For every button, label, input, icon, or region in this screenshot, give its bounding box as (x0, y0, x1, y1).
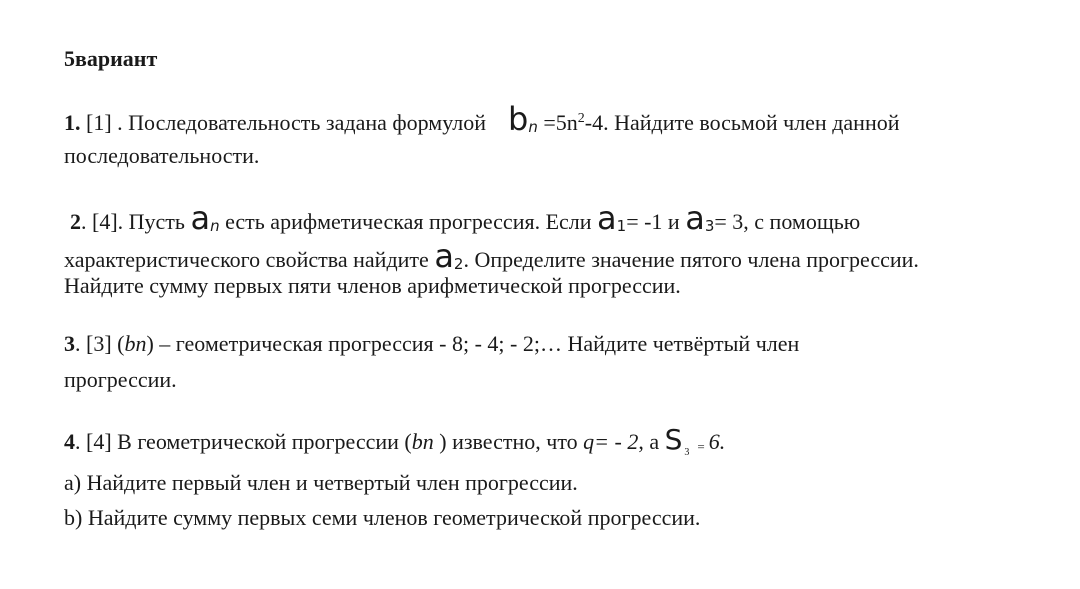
task-1-text: Последовательность задана формулой (128, 110, 486, 135)
task-4-number: 4 (64, 429, 75, 454)
task-2-text: есть арифметическая прогрессия. Если (219, 209, 598, 234)
task-4-text: ) известно, что (433, 429, 584, 454)
task-2-var-a2: a (434, 237, 454, 275)
variant-title: 5вариант (64, 46, 158, 71)
task-1-line-1 (64, 100, 900, 140)
task-3-number: 3 (64, 331, 75, 356)
task-4-bn: bn (411, 429, 434, 454)
task-2-sub-3: 3 (704, 217, 715, 235)
task-2-sub-n: n (210, 217, 220, 235)
task-1-formula: =5n (537, 110, 578, 135)
task-2-line-3: Найдите сумму первых пяти членов арифметической прогрессии. (64, 273, 681, 298)
task-4-sum-sub: 3 (684, 447, 690, 458)
task-4-sum-value: 6. (708, 429, 726, 454)
task-2-var-a3: a (685, 199, 705, 237)
task-4-score: . [4] В геометрической прогрессии ( (75, 429, 412, 454)
task-2-line-2-b: . Определите значение пятого члена прогрессии. (463, 247, 919, 272)
task-3-score: . [3] ( (75, 331, 125, 356)
task-4-text-b: , а (638, 429, 665, 454)
task-2-line-2-a: характеристического свойства найдите (64, 247, 435, 272)
task-3-text: ) – геометрическая прогрессия - 8; - 4; - 2;… Найдите четвёртый член (146, 331, 800, 356)
task-1-sup: 2 (577, 111, 585, 126)
task-2-var-a1: a (597, 199, 617, 237)
task-2-number: 2 (70, 209, 81, 234)
task-3-line-2: прогрессии. (64, 367, 177, 392)
task-2-score: . [4]. Пусть (81, 209, 191, 234)
task-2-sub-1: 1 (616, 217, 627, 235)
task-1-number: 1. (64, 110, 81, 135)
task-1-sub-n: n (528, 118, 538, 136)
task-1-score: [1] . (80, 110, 129, 135)
task-1-line-2: последовательности. (64, 143, 260, 168)
task-2-eq-1: = -1 и (626, 209, 686, 234)
task-2-sub-2: 2 (453, 255, 464, 273)
task-1-var-b: b (508, 100, 529, 138)
task-2-line-2 (64, 237, 919, 275)
task-2-line-1 (70, 199, 861, 237)
task-3-bn: bn (124, 331, 147, 356)
task-4-sum-eq: = (697, 439, 705, 454)
task-1-formula-rest: -4. Найдите восьмой член данной (584, 110, 900, 135)
task-2-eq-3: = 3, с помощью (714, 209, 861, 234)
task-4-item-b: b) Найдите сумму первых семи членов геометрической прогрессии. (64, 505, 701, 530)
task-4-item-a: а) Найдите первый член и четвертый член прогрессии. (64, 470, 578, 495)
task-4-line-1 (64, 423, 726, 460)
task-4-sum-s: S (664, 423, 683, 456)
task-2-var-a: a (190, 199, 211, 237)
task-3-line-1 (64, 331, 799, 357)
task-4-q: q= - 2 (583, 429, 639, 454)
